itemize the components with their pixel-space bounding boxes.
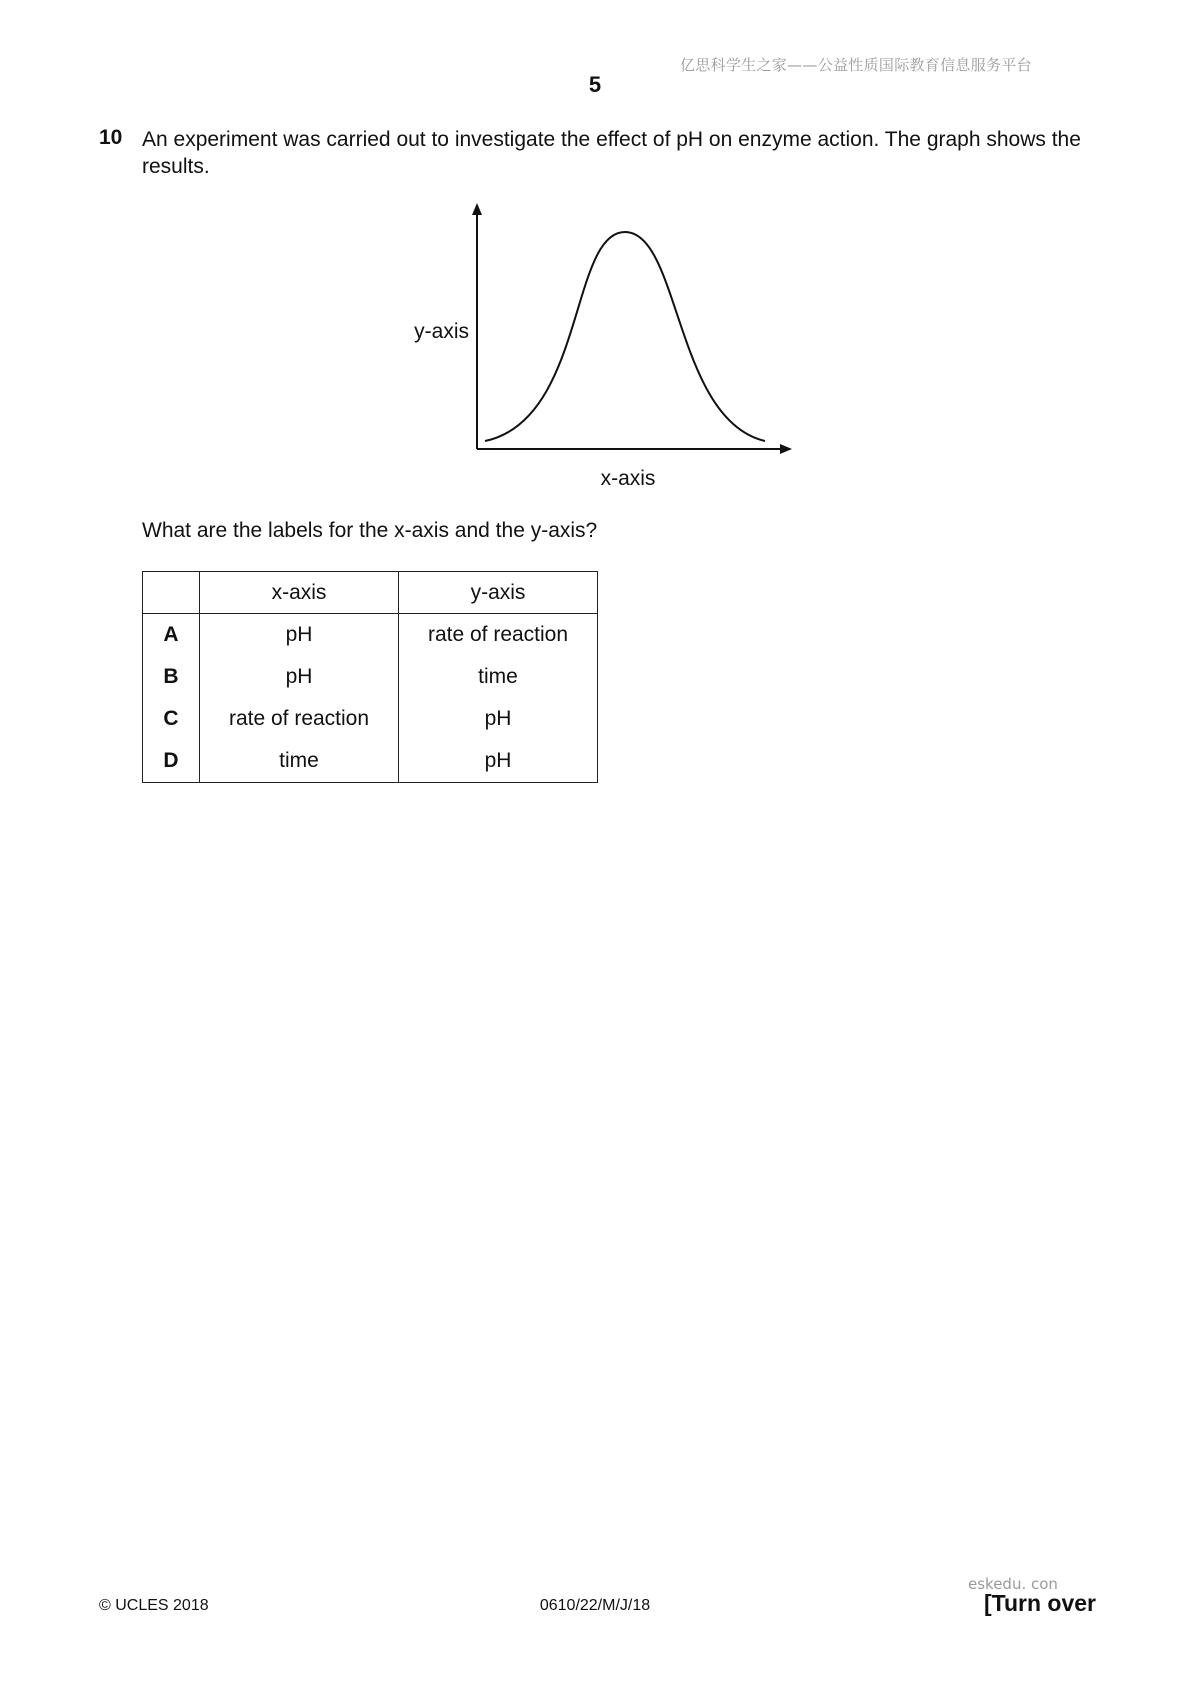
x-axis-label: x-axis bbox=[600, 467, 656, 490]
header-cell-blank bbox=[143, 572, 200, 614]
y-axis-cell: rate of reaction bbox=[399, 614, 598, 657]
table-row bbox=[143, 698, 598, 740]
header-cell-y-axis: y-axis bbox=[399, 572, 598, 614]
table-row bbox=[143, 614, 598, 657]
y-axis-cell: pH bbox=[399, 740, 598, 783]
page-number: 5 bbox=[588, 72, 602, 97]
option-letter: B bbox=[143, 656, 200, 698]
x-axis-cell: pH bbox=[200, 656, 399, 698]
table-row bbox=[143, 740, 598, 783]
enzyme-activity-curve bbox=[485, 232, 765, 441]
option-letter: C bbox=[143, 698, 200, 740]
table-row bbox=[143, 656, 598, 698]
y-axis-label: y-axis bbox=[414, 320, 469, 343]
enzyme-ph-graph bbox=[395, 195, 805, 495]
y-axis-cell: time bbox=[399, 656, 598, 698]
header-cell-x-axis: x-axis bbox=[200, 572, 399, 614]
header-watermark: 亿思科学生之家——公益性质国际教育信息服务平台 bbox=[680, 56, 1032, 74]
table-header-row bbox=[143, 572, 598, 614]
x-axis-cell: pH bbox=[200, 614, 399, 657]
question-number: 10 bbox=[99, 126, 123, 149]
question-prompt: What are the labels for the x-axis and the y-axis? bbox=[142, 519, 598, 542]
question-text: An experiment was carried out to investigate the effect of pH on enzyme action. The graph shows the results. bbox=[142, 128, 1081, 178]
answer-table bbox=[142, 571, 598, 783]
turn-over-label: [Turn over bbox=[983, 1590, 1096, 1616]
x-axis-cell: rate of reaction bbox=[200, 698, 399, 740]
footer-copyright: © UCLES 2018 bbox=[99, 1597, 209, 1614]
option-letter: D bbox=[143, 740, 200, 783]
option-letter: A bbox=[143, 614, 200, 657]
y-axis-cell: pH bbox=[399, 698, 598, 740]
footer-paper-code: 0610/22/M/J/18 bbox=[539, 1597, 651, 1614]
x-axis-cell: time bbox=[200, 740, 399, 783]
footer-watermark: eskedu. con bbox=[968, 1575, 1058, 1593]
